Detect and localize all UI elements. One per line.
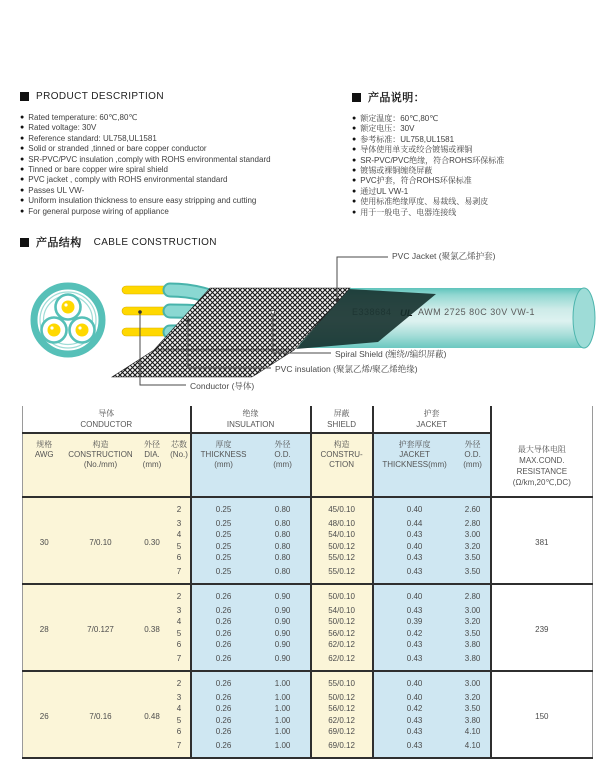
bullet-icon: ● [352,146,357,154]
cell-ins-od: 0.80 [256,552,311,564]
section-marker-icon [20,238,29,247]
bullet-icon: ● [352,125,357,133]
bullet-icon: ● [20,207,25,215]
cell-cores: 5 [169,541,191,553]
label-pvc-insulation: PVC insulation (聚氯乙烯/聚乙烯绝缘) [275,364,418,374]
cell-jacket-thickness: 0.39 [373,616,456,628]
col-header-ins-thickness: 厚度 THICKNESS (mm) [191,433,256,497]
cell-jacket-od: 3.50 [456,564,491,585]
list-item: ● 额定电压：30V [352,124,415,134]
bullet-icon: ● [20,197,25,205]
cell-resistance: 150 [491,671,593,758]
cable-construction-title-zh: 产品结构 [36,237,82,249]
cell-ins-od: 0.80 [256,497,311,518]
cell-construction: 7/0.10 [66,497,136,584]
product-description-title [20,91,350,102]
bullet-icon: ● [352,115,357,122]
cell-shield-construction: 55/0.10 [311,671,373,692]
list-item: ● 参考标准：UL758,UL1581 [352,134,455,144]
cell-shield-construction: 69/0.12 [311,726,373,738]
cell-awg: 28 [23,584,66,671]
cell-jacket-thickness: 0.43 [373,605,456,617]
cell-shield-construction: 54/0.10 [311,605,373,617]
cell-ins-od: 1.00 [256,692,311,704]
cable-diagram [0,248,603,408]
product-description-zh-title-text: 产品说明： [368,92,425,104]
cell-ins-od: 0.90 [256,616,311,628]
cell-ins-thickness: 0.26 [191,738,256,759]
cell-cores: 4 [169,529,191,541]
cell-cores: 7 [169,651,191,672]
cell-ins-od: 1.00 [256,715,311,727]
bullet-icon: ● [352,135,357,143]
cell-resistance: 239 [491,584,593,671]
label-pvc-jacket: PVC Jacket (聚氯乙烯护套) [392,251,496,261]
cell-jacket-thickness: 0.40 [373,671,456,692]
cell-cores: 5 [169,628,191,640]
col-header-ins-od: 外径 O.D. (mm) [256,433,311,497]
cell-shield-construction: 50/0.12 [311,541,373,553]
cell-ins-od: 1.00 [256,671,311,692]
cell-cores: 2 [169,671,191,692]
bullet-icon: ● [20,134,25,142]
cell-cores: 6 [169,639,191,651]
label-spiral-shield: Spiral Shield (缠绕//编织屏蔽) [335,349,447,359]
cell-construction: 7/0.127 [66,584,136,671]
cell-dia: 0.48 [136,671,169,758]
cell-ins-thickness: 0.26 [191,703,256,715]
cell-ins-thickness: 0.25 [191,497,256,518]
cell-jacket-thickness: 0.42 [373,703,456,715]
cell-ins-thickness: 0.26 [191,692,256,704]
col-header-dia: 外径 DIA. (mm) [136,433,169,497]
cell-jacket-thickness: 0.42 [373,628,456,640]
list-item: ● Rated temperature: 60℃,80℃ [20,113,138,122]
list-item: ● 导体使用单支或绞合镀锡或裸铜 [352,145,473,155]
cell-shield-construction: 62/0.12 [311,715,373,727]
spec-table [22,406,593,759]
group-header-insulation: 绝缘 INSULATION [191,406,311,433]
product-description-section [20,91,350,217]
cell-shield-construction: 50/0.12 [311,616,373,628]
cell-ins-od: 0.80 [256,564,311,585]
list-item: ● Passes UL VW- [20,185,85,195]
col-header-cores: 芯数 (No.) [169,433,191,497]
cell-jacket-thickness: 0.40 [373,584,456,605]
cell-ins-thickness: 0.26 [191,628,256,640]
cell-ins-thickness: 0.26 [191,639,256,651]
cell-jacket-od: 4.10 [456,726,491,738]
cell-jacket-thickness: 0.43 [373,715,456,727]
bullet-icon: ● [20,124,25,132]
cell-jacket-od: 3.00 [456,529,491,541]
bullet-icon: ● [20,186,25,194]
cell-ins-od: 0.90 [256,628,311,640]
cell-jacket-od: 3.50 [456,703,491,715]
group-header-shield: 屏蔽 SHIELD [311,406,373,433]
cell-jacket-od: 3.20 [456,541,491,553]
cell-ins-thickness: 0.25 [191,564,256,585]
cell-cores: 6 [169,552,191,564]
group-header-jacket: 护套 JACKET [373,406,491,433]
cable-print-right: AWM 2725 80C 30V VW-1 [418,307,536,317]
cell-cores: 5 [169,715,191,727]
section-marker-icon [352,93,361,102]
cell-ins-od: 0.90 [256,584,311,605]
cell-dia: 0.38 [136,584,169,671]
cell-jacket-od: 4.10 [456,738,491,759]
cell-shield-construction: 56/0.12 [311,628,373,640]
cell-jacket-thickness: 0.43 [373,651,456,672]
cell-cores: 3 [169,692,191,704]
list-item: ● 通过UL VW-1 [352,186,409,196]
list-item: ● Solid or stranded ,tinned or bare copper conductor [20,144,207,154]
cell-jacket-od: 2.80 [456,584,491,605]
cell-ins-thickness: 0.25 [191,552,256,564]
cell-ins-od: 0.90 [256,639,311,651]
label-conductor: Conductor (导体) [190,381,255,391]
list-item: ● 用于一般电子、电器连接线 [352,207,457,217]
cell-cores: 3 [169,605,191,617]
cell-jacket-thickness: 0.40 [373,692,456,704]
list-item: ● Uniform insulation thickness to ensure easy stripping and cutting [20,196,257,206]
list-item: ● PVC护套，符合ROHS环保标准 [352,176,472,186]
cell-jacket-thickness: 0.43 [373,738,456,759]
col-header-shield-construction: 构造 CONSTRU- CTION [311,433,373,497]
cell-ins-thickness: 0.26 [191,715,256,727]
product-description-zh-section [352,89,597,218]
cell-jacket-od: 2.60 [456,497,491,518]
list-item: ● Tinned or bare copper wire spiral shield [20,165,169,175]
cell-ins-thickness: 0.26 [191,584,256,605]
cell-ins-od: 1.00 [256,738,311,759]
cell-shield-construction: 56/0.12 [311,703,373,715]
cell-jacket-thickness: 0.43 [373,639,456,651]
list-item: ● 使用标准绝缘厚度、易裁线、易剥皮 [352,197,489,207]
cell-cores: 6 [169,726,191,738]
bullet-icon: ● [20,176,25,184]
cell-ins-thickness: 0.26 [191,726,256,738]
cell-jacket-od: 3.80 [456,651,491,672]
cell-jacket-od: 3.00 [456,605,491,617]
section-marker-icon [20,92,29,101]
list-item: ● 镀锡或裸铜缠绕屏蔽 [352,166,433,176]
cell-ins-thickness: 0.25 [191,518,256,530]
cell-shield-construction: 55/0.12 [311,564,373,585]
list-item: ● SR-PVC/PVC insulation ,comply with ROHS environmental standard [20,154,271,164]
cell-awg: 30 [23,497,66,584]
list-item: ● PVC jacket , comply with ROHS environmental standard [20,175,228,185]
product-description-title-text: PRODUCT DESCRIPTION [36,91,164,102]
list-item: ● 额定温度：60℃,80℃ [352,114,439,123]
cell-ins-od: 0.90 [256,651,311,672]
cell-ins-od: 1.00 [256,703,311,715]
cell-cores: 3 [169,518,191,530]
cell-jacket-od: 3.80 [456,715,491,727]
cell-cores: 2 [169,584,191,605]
cell-ins-thickness: 0.26 [191,616,256,628]
cell-jacket-thickness: 0.43 [373,726,456,738]
col-header-jacket-thickness: 护套厚度 JACKET THICKNESS(mm) [373,433,456,497]
cell-cores: 4 [169,616,191,628]
bullet-icon: ● [352,167,357,175]
cell-cores: 2 [169,497,191,518]
col-header-jacket-od: 外径 O.D. (mm) [456,433,491,497]
cell-shield-construction: 69/0.12 [311,738,373,759]
cell-shield-construction: 45/0.10 [311,497,373,518]
group-header-conductor: 导体 CONDUCTOR [23,406,191,433]
cell-shield-construction: 54/0.10 [311,529,373,541]
cell-cores: 4 [169,703,191,715]
table-row [23,497,593,518]
cell-shield-construction: 62/0.12 [311,651,373,672]
cell-construction: 7/0.16 [66,671,136,758]
cell-shield-construction: 55/0.12 [311,552,373,564]
cell-cores: 7 [169,564,191,585]
cell-jacket-thickness: 0.43 [373,564,456,585]
cross-section-illustration [34,286,102,354]
cell-awg: 26 [23,671,66,758]
cell-ins-thickness: 0.26 [191,671,256,692]
cell-dia: 0.30 [136,497,169,584]
cell-jacket-od: 3.20 [456,692,491,704]
cell-ins-od: 1.00 [256,726,311,738]
cell-shield-construction: 62/0.12 [311,639,373,651]
cell-ins-thickness: 0.26 [191,605,256,617]
bullet-icon: ● [352,156,357,164]
bullet-icon: ● [20,155,25,163]
table-row [23,584,593,605]
cell-ins-thickness: 0.25 [191,541,256,553]
cell-ins-thickness: 0.26 [191,651,256,672]
product-description-zh-list [352,114,597,218]
list-item: ● For general purpose wiring of appliance [20,206,169,216]
cell-ins-thickness: 0.25 [191,529,256,541]
cell-jacket-od: 3.50 [456,552,491,564]
cell-cores: 7 [169,738,191,759]
cell-shield-construction: 50/0.10 [311,584,373,605]
bullet-icon: ● [352,208,357,216]
cell-ins-od: 0.80 [256,518,311,530]
cell-jacket-od: 3.00 [456,671,491,692]
table-group-header-row [23,406,593,433]
cell-jacket-od: 3.20 [456,616,491,628]
cell-jacket-od: 3.50 [456,628,491,640]
bullet-icon: ● [352,187,357,195]
cable-construction-title-en: CABLE CONSTRUCTION [93,236,217,248]
cell-ins-od: 0.80 [256,529,311,541]
cell-jacket-thickness: 0.40 [373,541,456,553]
cell-resistance: 381 [491,497,593,584]
cell-jacket-thickness: 0.43 [373,529,456,541]
product-description-list [20,113,350,217]
bullet-icon: ● [20,114,25,121]
bullet-icon: ● [20,166,25,174]
list-item: ● SR-PVC/PVC绝缘，符合ROHS环保标准 [352,155,505,165]
cell-jacket-thickness: 0.43 [373,552,456,564]
cell-ins-od: 0.90 [256,605,311,617]
cell-shield-construction: 50/0.12 [311,692,373,704]
col-header-resistance: 最大导体电阻 MAX.COND. RESISTANCE (Ω/km,20℃,DC) [491,406,593,497]
bullet-icon: ● [352,198,357,206]
cell-jacket-od: 3.80 [456,639,491,651]
product-description-zh-title [352,89,597,105]
bullet-icon: ● [20,145,25,153]
list-item: ● Reference standard: UL758,UL1581 [20,133,157,143]
spec-table-body [23,497,593,758]
list-item: ● Rated voltage: 30V [20,123,97,133]
cell-jacket-thickness: 0.44 [373,518,456,530]
col-header-construction: 构造 CONSTRUCTION (No./mm) [66,433,136,497]
cell-ins-od: 0.80 [256,541,311,553]
col-header-awg: 规格 AWG [23,433,66,497]
cell-jacket-thickness: 0.40 [373,497,456,518]
table-row [23,671,593,692]
bullet-icon: ● [352,177,357,185]
cell-shield-construction: 48/0.10 [311,518,373,530]
cell-jacket-od: 2.80 [456,518,491,530]
